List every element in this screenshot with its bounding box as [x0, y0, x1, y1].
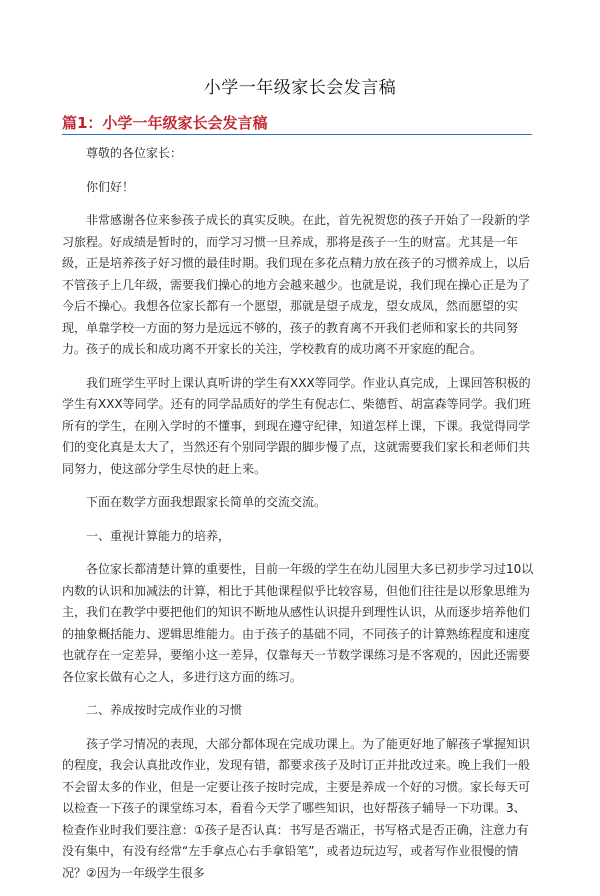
page-title: 小学一年级家长会发言稿 — [203, 78, 397, 98]
document-body — [62, 143, 536, 896]
section-heading: 篇1：小学一年级家长会发言稿 — [62, 114, 268, 132]
paragraph-homework: 孩子学习情况的表现，大部分都体现在完成功课上。为了能更好地了解孩子掌握知识的程度，我会认真批改作业，发现有错，都要求孩子及时订正并批改过来。晚上我们一般不会留太多的作业，但是一定要让孩子按时完成，主要是养成一个好的习惯。家长每天可以检查一下孩子的课堂练习本，看看今天学了哪些知识，也好帮孩子辅导一下功课。3、检查作业时我们要注意：①孩子是否认真：书写是否端正，书写格式是否正确，注意力有没有集中，有没有经常“左手拿点心右手拿铅笔”，或者边玩边写，或者写作业很慢的情况？②因为一年级学生很多 — [62, 736, 531, 880]
greeting: 你们好！ — [86, 179, 135, 194]
paragraph-intro: 非常感谢各位来参孩子成长的真实反映。在此，首先祝贺您的孩子开始了一段新的学习旅程。好成绩是暂时的，而学习习惯一旦养成，那将是孩子一生的财富。尤其是一年级，正是培养孩子好习惯的最佳时期。我们现在多花点精力放在孩子的习惯养成上，以后不管孩子上几年级，需要我们操心的地方会越来越少。也就是说，我们现在操心正是为了今后不操心。我想各位家长都有一个愿望，那就是望子成龙，望女成凤，然而愿望的实现，单靠学校一方面的努力是远远不够的，孩子的教育离不开我们老师和家长的共同努力。孩子的成长和成功离不开家长的关注，学校教育的成功离不开家庭的配合。 — [62, 213, 531, 356]
subheading-homework: 二、养成按时完成作业的习惯 — [86, 703, 243, 717]
salutation: 尊敬的各位家长： — [86, 146, 183, 160]
subheading-calculation: 一、重视计算能力的培养， — [86, 528, 231, 543]
section-divider — [62, 134, 532, 135]
paragraph-calculation: 各位家长都清楚计算的重要性，目前一年级的学生在幼儿园里大多已初步学习过10以内数的认识和加减法的计算，相比于其他课程似乎比较容易，但他们往往是以形象思维为主，我们在教学中要把他们的知识不断地从感性认识提升到理性认识，从而逐步培养他们的抽象概括能力、逻辑思维能力。由于孩子的基础不同，不同孩子的计算熟练程度和速度也就存在一定差异，要缩小这一差异，仅靠每天一节数学课练习是不客观的，因此还需要各位家长做有心之人，多进行这方面的练习。 — [62, 562, 534, 684]
paragraph-math-intro: 下面在数学方面我想跟家长简单的交流交流。 — [86, 495, 327, 509]
paragraph-class-students: 我们班学生平时上课认真听讲的学生有XXX等同学。作业认真完成，上课回答积极的学生有XXX等同学。还有的同学品质好的学生有倪志仁、柴德哲、胡富森等同学。我们班所有的学生，在刚入学时的不懂事，到现在遵守纪律，知道怎样上课，下课。我觉得同学们的变化真是太大了，当然还有个别同学跟的脚步慢了点，这就需要我们家长和老师们共同努力，使这部分学生尽快的赶上来。 — [62, 375, 531, 476]
